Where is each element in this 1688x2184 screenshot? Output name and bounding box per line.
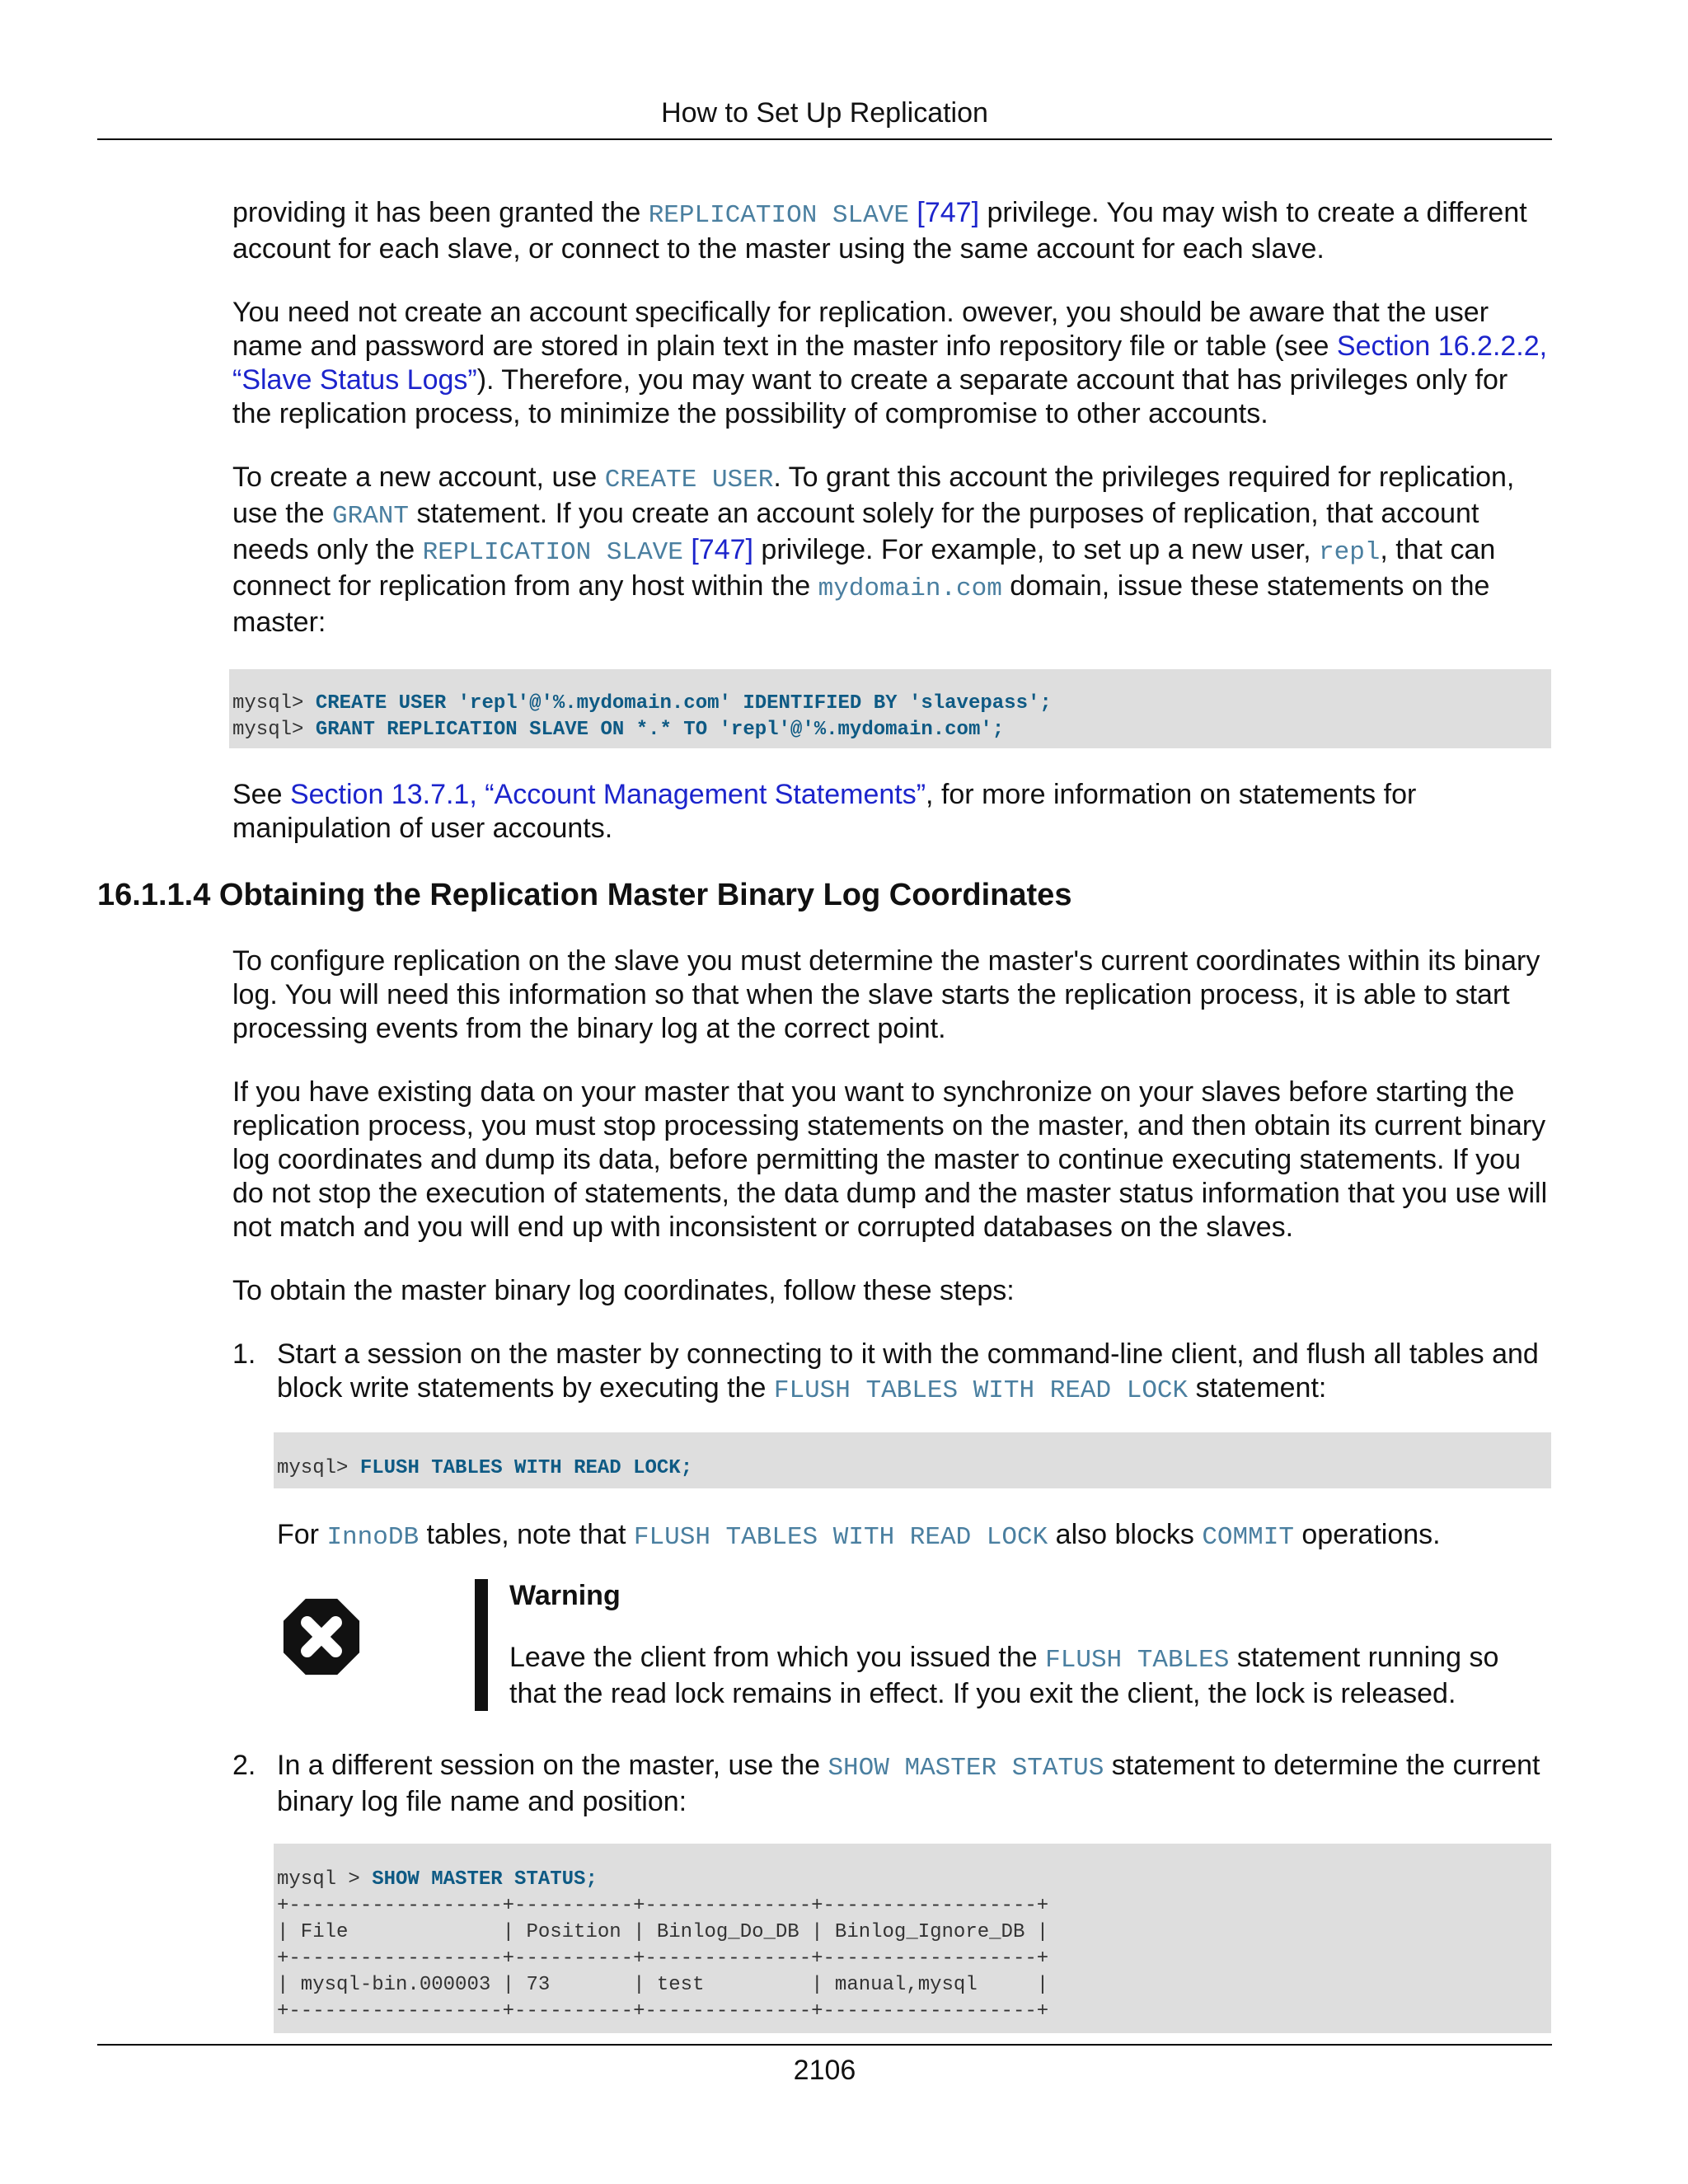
code-block-flush-tables: mysql> FLUSH TABLES WITH READ LOCK;	[274, 1432, 1551, 1488]
warning-text: Leave the client from which you issued the FLUSH TABLES statement running so that the read lock remains in effect. If you exit the client, the lock is released.	[509, 1642, 1499, 1709]
paragraph-existing-data: If you have existing data on your master that you want to synchronize on your slaves before starting the replication process, you must stop processing statements on the master, and then obtain its current binary log coordinates and dump its data, before permitting the master to continue executing statements. If you do not stop the execution of statements, the data dump and the master status information that you use will not match and you will end up with inconsistent or corrupted databases on the slaves.	[232, 1076, 1548, 1243]
page-number: 2106	[793, 2055, 856, 2086]
list-item-step-1	[232, 1338, 1551, 1719]
link-account-management-statements[interactable]: Section 13.7.1, “Account Management Statements”	[289, 779, 926, 810]
document-body	[97, 196, 1551, 2063]
paragraph-replication-privilege: providing it has been granted the REPLICATION SLAVE [747] privilege. You may wish to create a different account for each slave, or connect to the master using the same account for each slave.	[232, 197, 1527, 265]
section-heading: 16.1.1.4 Obtaining the Replication Master Binary Log Coordinates	[97, 878, 1072, 912]
page-header: How to Set Up Replication	[97, 92, 1552, 140]
link-slave-status-logs[interactable]: Section 16.2.2.2, “Slave Status Logs”	[232, 330, 1548, 396]
warning-title: Warning	[509, 1580, 621, 1611]
code-innodb: InnoDB	[326, 1523, 420, 1552]
step-2-text: In a different session on the master, use the SHOW MASTER STATUS statement to determine the current binary log file name and position:	[277, 1750, 1540, 1817]
step-1-note: For InnoDB tables, note that FLUSH TABLES WITH READ LOCK also blocks COMMIT operations.	[277, 1519, 1441, 1552]
paragraph-account-security: You need not create an account specifically for replication. owever, you should be aware that the user name and password are stored in plain text in the master info repository file or table (see Section 16.2.2.2, “Slave Status Logs”). Therefore, you may want to create a separate account that has privileges only for the replication process, to minimize the possibility of compromise to other accounts.	[232, 297, 1548, 429]
code-commit: COMMIT	[1202, 1523, 1294, 1552]
code-mydomain: mydomain.com	[818, 574, 1002, 603]
paragraph-steps-intro: To obtain the master binary log coordinates, follow these steps:	[232, 1275, 1015, 1306]
warning-icon	[282, 1597, 361, 1676]
code-create-user: CREATE USER	[604, 466, 774, 494]
step-number: 2.	[232, 1750, 256, 1781]
code-grant: GRANT	[331, 502, 409, 531]
code-show-master-status: SHOW MASTER STATUS	[828, 1754, 1104, 1783]
code-flush-tables: FLUSH TABLES WITH READ LOCK	[633, 1523, 1048, 1552]
footer-divider	[97, 2044, 1552, 2046]
code-flush-tables: FLUSH TABLES WITH READ LOCK	[773, 1376, 1189, 1405]
list-item-step-2	[232, 1749, 1551, 2033]
step-number: 1.	[232, 1338, 256, 1370]
code-block-master-status: mysql > SHOW MASTER STATUS; +------------------+----------+--------------+------------------+ | File | Position | Binlog_Do_DB | Binlog_Ignore_DB | +------------------+----------+--------------+------------------+ | mysql-bin.000003 | 73 | test | manual,mysql | +------------------+----------+--------------+------------------+	[274, 1844, 1551, 2033]
warning-body	[509, 1579, 1523, 1711]
link-747[interactable]: [747]	[917, 197, 980, 228]
steps-list	[232, 1338, 1551, 2033]
code-repl: repl	[1318, 538, 1381, 567]
warning-bar	[475, 1579, 488, 1711]
paragraph-configure-replication: To configure replication on the slave you must determine the master's current coordinates within its binary log. You will need this information so that when the slave starts the replication process, it is able to start processing events from the binary log at the correct point.	[232, 945, 1540, 1044]
code-replication-slave: REPLICATION SLAVE	[422, 538, 683, 567]
paragraph-create-account: To create a new account, use CREATE USER. To grant this account the privileges required for replication, use the GRANT statement. If you create an account solely for the purposes of replication, that account needs only the REPLICATION SLAVE [747] privilege. For example, to set up a new user, repl, that can connect for replication from any host within the mydomain.com domain, issue these statements on the master:	[232, 462, 1515, 638]
code-flush-tables: FLUSH TABLES	[1045, 1646, 1230, 1675]
step-1-text: Start a session on the master by connecting to it with the command-line client, and flush all tables and block write statements by executing the FLUSH TABLES WITH READ LOCK statement:	[277, 1338, 1539, 1405]
paragraph-see-account-management: See Section 13.7.1, “Account Management Statements”, for more information on statements for manipulation of user accounts.	[232, 779, 1417, 844]
code-replication-slave: REPLICATION SLAVE	[648, 201, 909, 230]
link-747[interactable]: [747]	[691, 534, 753, 565]
code-block-create-user: mysql> CREATE USER 'repl'@'%.mydomain.com' IDENTIFIED BY 'slavepass'; mysql> GRANT REPLICATION SLAVE ON *.* TO 'repl'@'%.mydomain.com';	[229, 669, 1551, 748]
warning-admonition	[277, 1579, 1551, 1719]
